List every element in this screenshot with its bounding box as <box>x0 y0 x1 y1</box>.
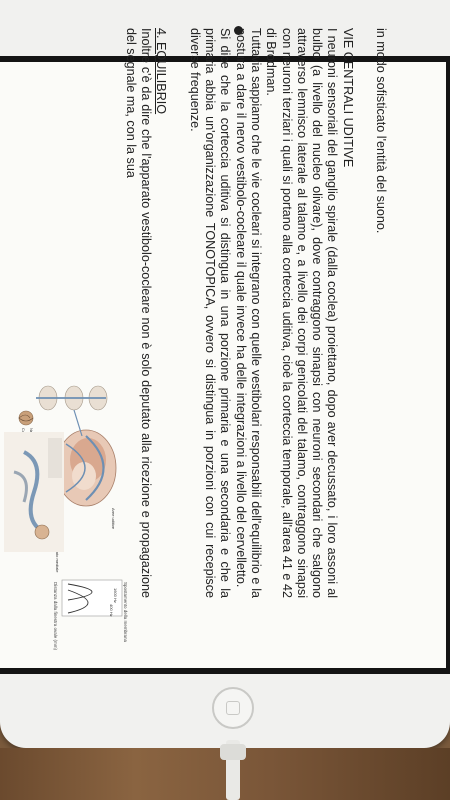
inner-ear-figure <box>4 432 64 552</box>
intro-line: in modo sofisticato l'entità del suono. <box>374 28 388 234</box>
cable-connector <box>220 744 246 760</box>
paragraph-4: Inoltre c'è da dire che l'apparato vestibolo-cocleare non è solo deputato alla ricezione e propagazione del segnale ma, con la sua <box>123 28 154 598</box>
section-title: VIE CENTRALI UDITIVE <box>340 28 355 168</box>
freq-label-2: 400 Hz <box>109 604 114 617</box>
paragraph-1: I neuroni sensoriali del ganglio spirale (dalla coclea) proiettano, dopo aver decussato, i loro assoni al bulbo (a livello del nucleo olivare), dove contraggono sinapsi con neuroni secondari che salgono attraverso lemnisco laterale al talamo e, a livello dei corpi genicolati del talamo, contraggono sinapsi con neuroni terziari i quali si portano alla corteccia uditiva, cioè la corteccia temporale, all'area 41 e 42 di Brodman. <box>264 28 340 598</box>
paragraph-3: Si dice che la corteccia uditiva si distingua in una porzione primaria e una secondaria e che la primaria abbia un'organizzazione TONOTOPICA, ovvero si distingua in porzioni con cui recepisce diverse frequenze. <box>187 28 233 598</box>
freq-label: 1600 Hz <box>113 588 118 603</box>
document-page <box>18 28 388 651</box>
brain-illustration <box>56 430 116 506</box>
membrane-graph <box>53 580 128 651</box>
graph-title: Spostamento della membrana <box>123 582 128 643</box>
label-area: Aree uditive <box>111 508 116 530</box>
cochlea-illustration <box>19 411 33 425</box>
paragraph-2: Tuttavia sappiamo che le vie cocleari si integrano con quelle vestibolari responsabili dell'equilibrio e la postura a dare il nervo vestibolo-cocleare il quale invece ha delle integrazioni a livello del cervelletto. <box>233 28 263 598</box>
brainstem-sections <box>36 386 107 436</box>
home-button[interactable] <box>212 687 254 729</box>
graph-axis-label: Distanza dalla finestra ovale (mm) <box>53 582 58 651</box>
screen-bezel <box>0 28 450 674</box>
home-square-icon <box>226 701 240 715</box>
screen[interactable] <box>0 28 446 668</box>
section-2-title: 4. EQUILIBRIO <box>154 28 169 115</box>
